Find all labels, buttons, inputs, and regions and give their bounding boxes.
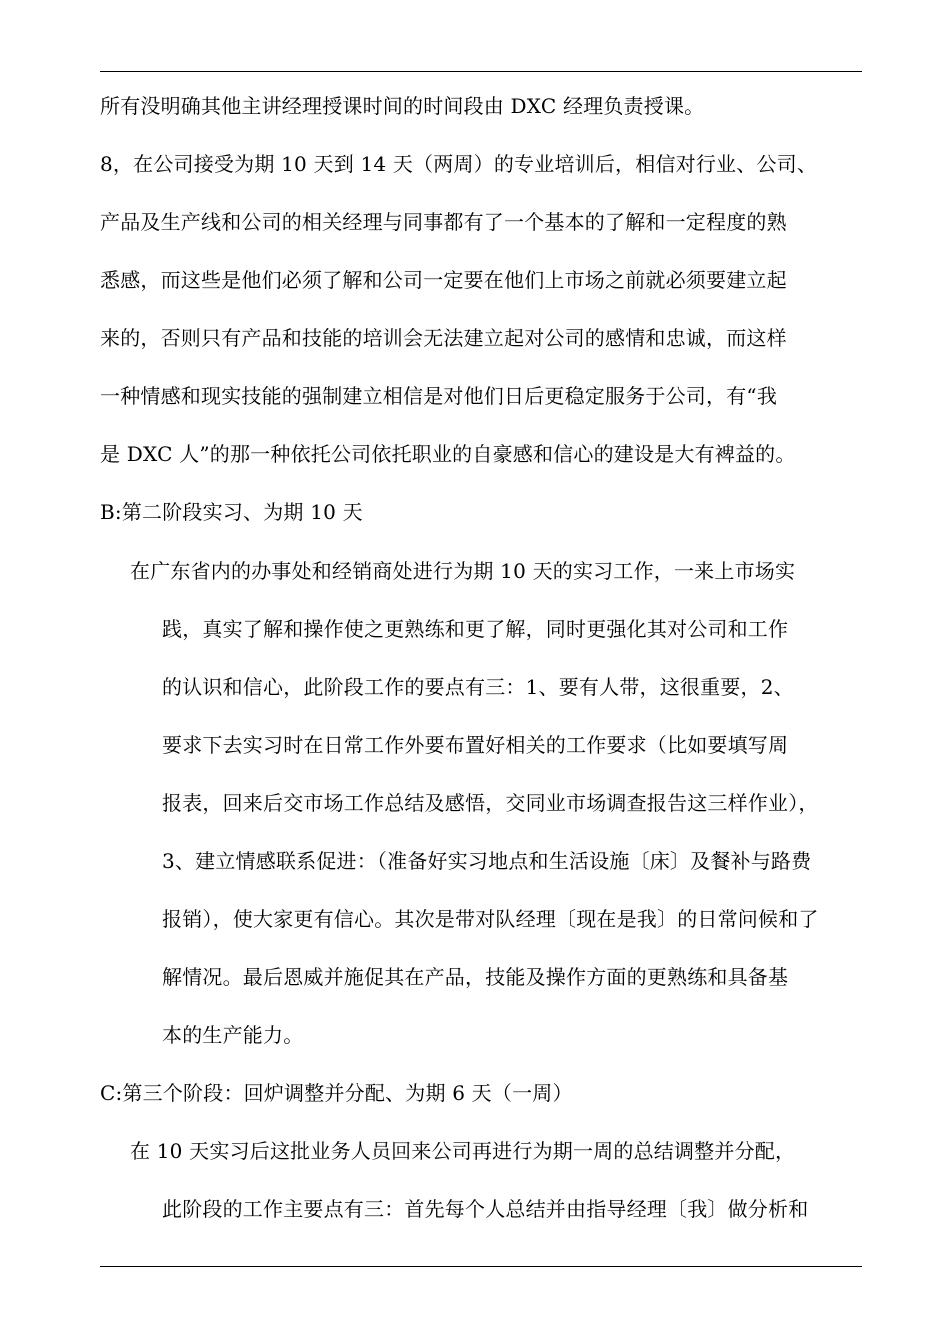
text-line-17: 本的生产能力。	[162, 1023, 304, 1047]
section-heading-c: C:第三个阶段：回炉调整并分配、为期 6 天（一周）	[100, 1081, 573, 1105]
text-line-20: 此阶段的工作主要点有三：首先每个人总结并由指导经理〔我〕做分析和	[162, 1197, 809, 1221]
text-line-12: 要求下去实习时在日常工作外要布置好相关的工作要求（比如要填写周	[162, 733, 789, 757]
header-rule	[100, 71, 862, 72]
text-line-11: 的认识和信心，此阶段工作的要点有三：1、要有人带，这很重要，2、	[162, 675, 794, 699]
text-line-9: 在广东省内的办事处和经销商处进行为期 10 天的实习工作，一来上市场实	[130, 559, 796, 583]
text-line-4: 悉感，而这些是他们必须了解和公司一定要在他们上市场之前就必须要建立起	[100, 268, 787, 292]
text-line-13: 报表，回来后交市场工作总结及感悟，交同业市场调查报告这三样作业），	[162, 791, 819, 815]
text-line-5: 来的，否则只有产品和技能的培训会无法建立起对公司的感情和忠诚，而这样	[100, 326, 787, 350]
text-line-2: 8，在公司接受为期 10 天到 14 天（两周）的专业培训后，相信对行业、公司、	[100, 152, 818, 176]
text-line-15: 报销），使大家更有信心。其次是带对队经理〔现在是我〕的日常问候和了	[162, 907, 819, 931]
section-heading-b: B:第二阶段实习、为期 10 天	[100, 500, 363, 524]
text-line-3: 产品及生产线和公司的相关经理与同事都有了一个基本的了解和一定程度的熟	[100, 210, 787, 234]
footer-rule	[100, 1266, 862, 1267]
text-line-7: 是 DXC 人”的那一种依托公司依托职业的自豪感和信心的建设是大有裨益的。	[100, 442, 796, 466]
text-line-10: 践，真实了解和操作使之更熟练和更了解，同时更强化其对公司和工作	[162, 617, 789, 641]
text-line-16: 解情况。最后恩威并施促其在产品，技能及操作方面的更熟练和具备基	[162, 965, 789, 989]
text-line-6: 一种情感和现实技能的强制建立相信是对他们日后更稳定服务于公司，有“我	[100, 384, 778, 408]
text-line-14: 3、建立情感联系促进：（准备好实习地点和生活设施〔床〕及餐补与路费	[162, 849, 812, 873]
text-line-1: 所有没明确其他主讲经理授课时间的时间段由 DXC 经理负责授课。	[100, 94, 705, 118]
text-line-19: 在 10 天实习后这批业务人员回来公司再进行为期一周的总结调整并分配，	[130, 1139, 796, 1163]
